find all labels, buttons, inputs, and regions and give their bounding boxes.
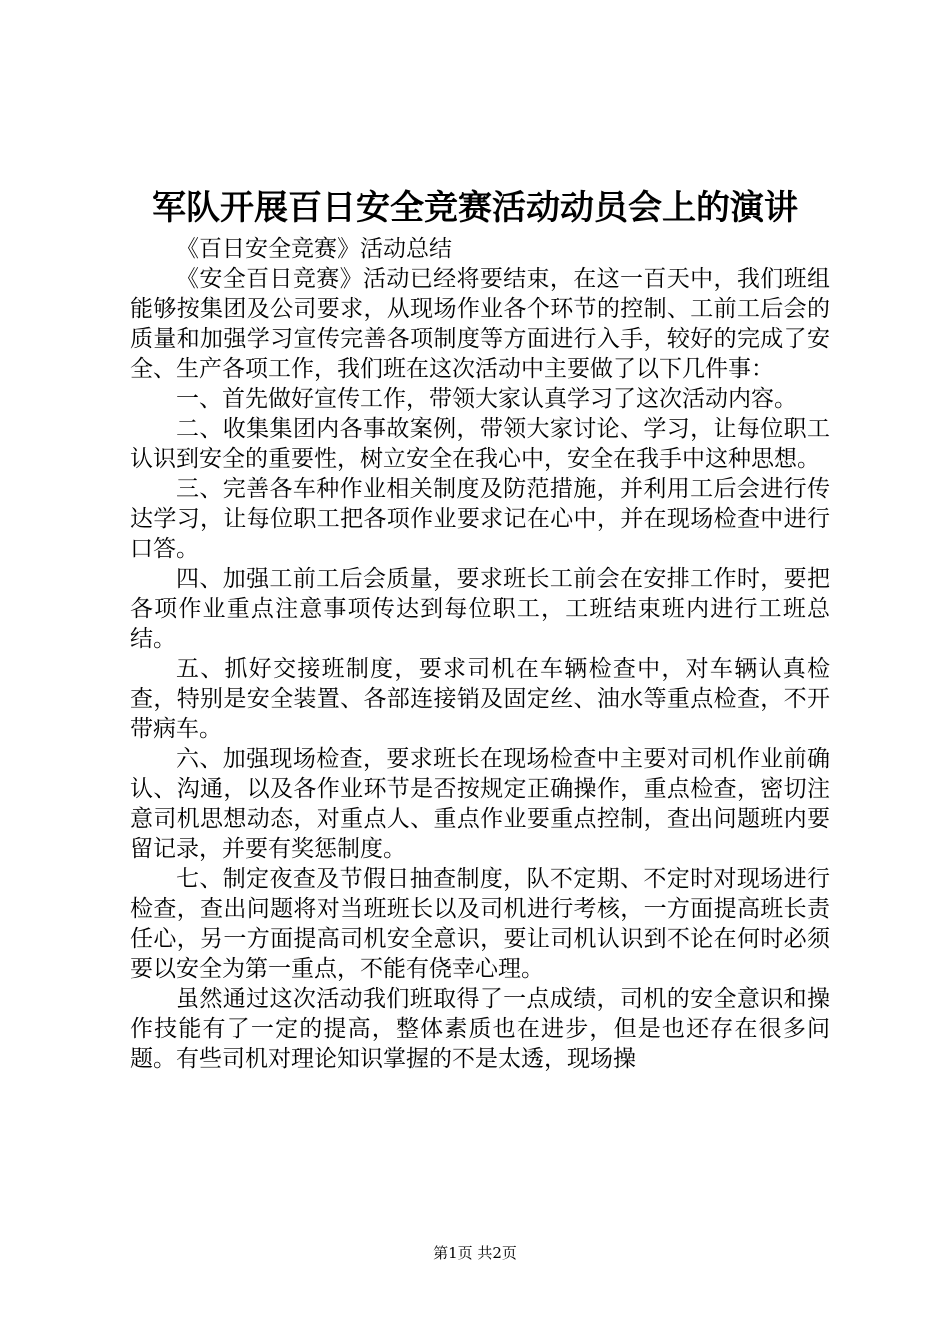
paragraph-item-5: 五、抓好交接班制度，要求司机在车辆检查中，对车辆认真检查，特别是安全装置、各部连接销及固定丝、油水等重点检查，不开带病车。 xyxy=(130,656,830,742)
document-title: 军队开展百日安全竞赛活动动员会上的演讲 xyxy=(152,188,798,228)
paragraph-item-6: 六、加强现场检查，要求班长在现场检查中主要对司机作业前确认、沟通，以及各作业环节是否按规定正确操作，重点检查，密切注意司机思想动态，对重点人、重点作业要重点控制，查出问题班内要留记录，并要有奖惩制度。 xyxy=(130,746,830,862)
paragraph-item-1: 一、首先做好宣传工作，带领大家认真学习了这次活动内容。 xyxy=(176,386,797,412)
paragraph-subtitle: 《百日安全竞赛》活动总结 xyxy=(176,236,452,262)
paragraph-intro: 《安全百日竞赛》活动已经将要结束，在这一百天中，我们班组能够按集团及公司要求，从现场作业各个环节的控制、工前工后会的质量和加强学习宣传完善各项制度等方面进行入手，较好的完成了安全、生产各项工作，我们班在这次活动中主要做了以下几件事： xyxy=(130,266,830,382)
paragraph-item-7: 七、制定夜查及节假日抽查制度，队不定期、不定时对现场进行检查，查出问题将对当班班长以及司机进行考核，一方面提高班长责任心，另一方面提高司机安全意识，要让司机认识到不论在何时必须要以安全为第一重点，不能有侥幸心理。 xyxy=(130,866,830,982)
page-footer: 第1页 共2页 xyxy=(433,1244,517,1262)
paragraph-item-2: 二、收集集团内各事故案例，带领大家讨论、学习，让每位职工认识到安全的重要性，树立安全在我心中，安全在我手中这种思想。 xyxy=(130,416,830,472)
paragraph-item-4: 四、加强工前工后会质量，要求班长工前会在安排工作时，要把各项作业重点注意事项传达到每位职工，工班结束班内进行工班总结。 xyxy=(130,566,830,652)
paragraph-conclusion: 虽然通过这次活动我们班取得了一点成绩，司机的安全意识和操作技能有了一定的提高，整体素质也在进步，但是也还存在很多问题。有些司机对理论知识掌握的不是太透，现场操 xyxy=(130,986,830,1072)
document-body xyxy=(130,234,830,1074)
paragraph-item-3: 三、完善各车种作业相关制度及防范措施，并利用工后会进行传达学习，让每位职工把各项作业要求记在心中，并在现场检查中进行口答。 xyxy=(130,476,830,562)
